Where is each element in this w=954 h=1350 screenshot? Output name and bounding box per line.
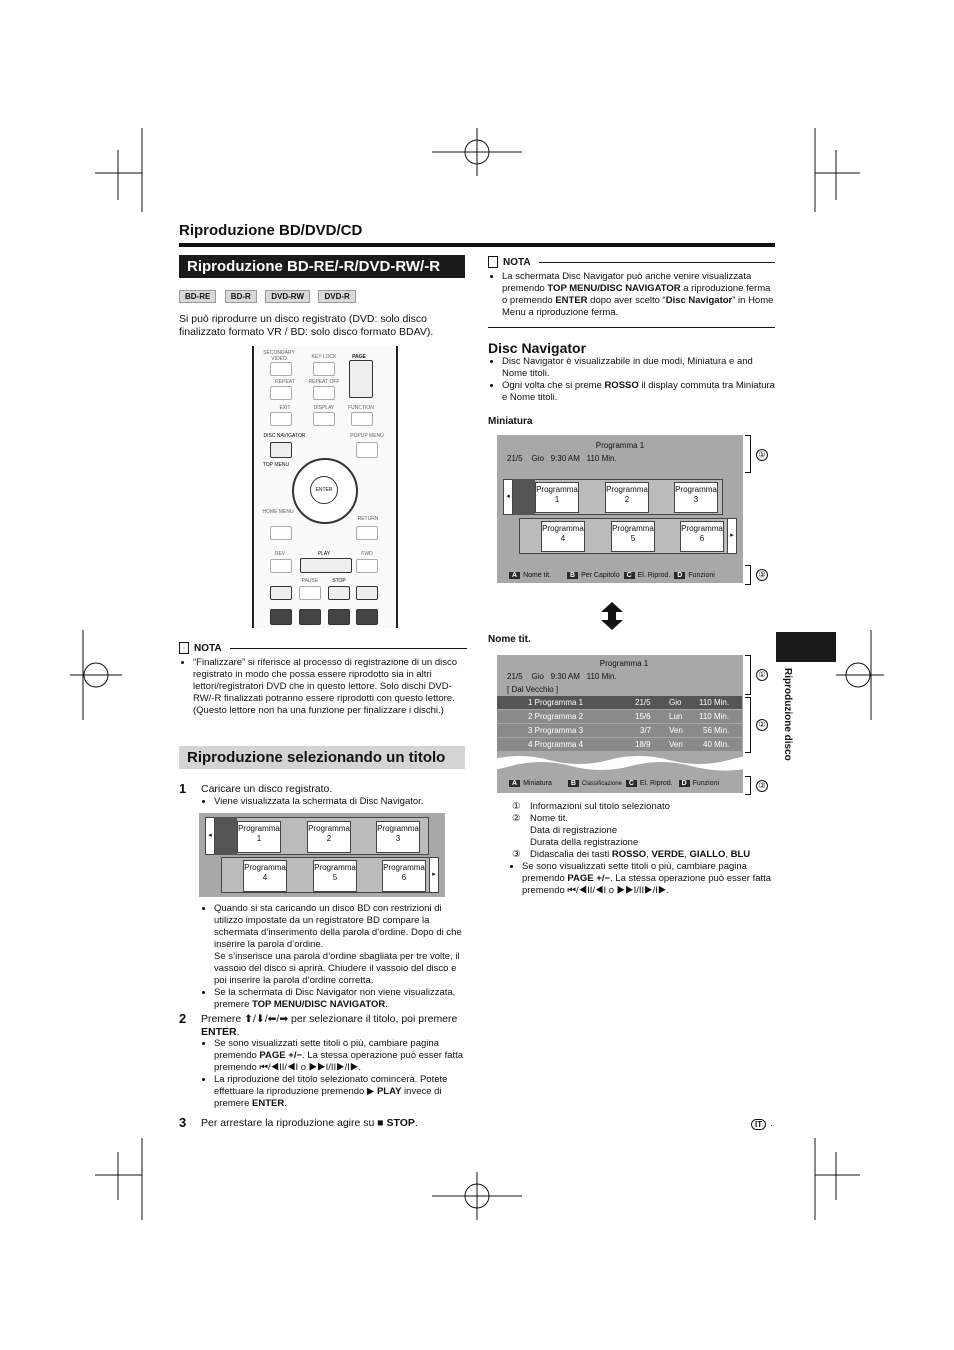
remote-label-display: DISPLAY (313, 405, 335, 411)
remote-label-page: PAGE (352, 354, 366, 360)
dn-bullet-2: Ogni volta che si preme (502, 380, 605, 391)
row-3-date: 3/7 (640, 726, 652, 735)
remote-label-repeat: REPEAT (275, 379, 295, 385)
note-icon (488, 256, 498, 268)
nome-key-legend (509, 780, 719, 787)
key-b-label: Classificazione (581, 781, 622, 787)
right-nota-k1: TOP MENU/DISC NAVIGATOR (547, 283, 681, 294)
mini-thumb-5[interactable] (611, 521, 655, 552)
badge-dvd-r: DVD-R (318, 290, 355, 303)
step-1-number: 1 (179, 781, 187, 796)
repeat-off-button[interactable] (313, 386, 335, 400)
legend-2-num: ② (512, 813, 521, 824)
scroll-right-icon: ▸ (727, 518, 737, 554)
remote-label-fwd: FWD (361, 551, 373, 557)
key-c-label: El. Riprod. (637, 572, 671, 579)
remote-label-repeat-off: REPEAT OFF (308, 379, 340, 385)
mini-thumb-6-label: Programma (681, 524, 723, 533)
dn-bullet-2-end: il display commuta tra Miniatura e Nome titoli. (502, 380, 775, 403)
key-b: B (568, 780, 579, 787)
thumb-6-num: 6 (401, 873, 407, 882)
step-1-bullet-1b: Se s’inserisce una parola d’ordine sbagliata per tre volte, il vassoio del disco si aprirà. Chiudere il vassoio del disco e poi inserire la parola d’ordine corretta. (214, 951, 460, 986)
left-nota (179, 642, 467, 717)
legend-key-red: ROSSO (611, 849, 647, 860)
mini-thumb-1-num: 1 (554, 495, 560, 504)
function-button[interactable] (351, 412, 373, 426)
row-1-day: Gio (669, 698, 682, 707)
row-3-title: 3 Programma 3 (528, 726, 584, 735)
skip-back-button[interactable] (270, 586, 292, 600)
step-1-bullet-1: Quando si sta caricando un disco BD con restrizioni di utilizzo impostate da un registratore BD compare la schermata d’inserimento della parola d’ordine. Dopo di che inserire la parola d’ordine. (214, 903, 462, 950)
right-nota (488, 256, 775, 328)
remote-label-pause: PAUSE (301, 578, 319, 584)
fwd-button[interactable] (356, 559, 378, 573)
thumb-6-label: Programma (383, 863, 425, 872)
right-nota-k2: ENTER (555, 295, 588, 306)
row-1-title: 1 Programma 1 (528, 698, 584, 707)
left-title-2: Riproduzione selezionando un titolo (179, 746, 465, 769)
mini-thumb-3-label: Programma (675, 485, 717, 494)
title-row-1[interactable] (497, 696, 742, 709)
mini-thumb-2-num: 2 (624, 495, 630, 504)
miniatura-info-line: 21/5 Gio 9:30 AM 110 Min. (507, 454, 617, 463)
mini-thumb-1-label: Programma (536, 485, 578, 494)
right-nota-p3: dopo aver scelto “ (587, 295, 666, 306)
row-4-dur: 40 Min. (703, 740, 730, 749)
wave-break (489, 754, 751, 772)
row-2-title: 2 Programma 2 (528, 712, 584, 721)
step-2-number: 2 (179, 1011, 187, 1026)
nome-tit-label: Nome tit. (488, 634, 531, 645)
pause-button[interactable] (299, 586, 321, 600)
scroll-right-icon: ▸ (429, 857, 439, 893)
legend-bullet: Se sono visualizzati sette titoli o più, cambiare pagina premendo (522, 861, 747, 884)
step-2-end: . (236, 1025, 240, 1038)
note-icon (179, 642, 189, 654)
remote-label-top-menu: TOP MENU (262, 462, 290, 468)
disc-navigator-bullets (488, 356, 775, 404)
home-menu-button[interactable] (270, 526, 292, 540)
mini-thumb-4[interactable] (541, 521, 585, 552)
badge-bd-r: BD-R (225, 290, 257, 303)
remote-label-stop: STOP (332, 578, 346, 584)
key-d: D (674, 572, 685, 579)
badge-dvd-rw: DVD-RW (265, 290, 310, 303)
mini-thumb-5-num: 5 (630, 534, 636, 543)
callout-3: ③ (756, 569, 768, 581)
callout-2: ② (756, 719, 768, 731)
stop-button[interactable] (328, 586, 350, 600)
step-1-bullet-2-key: TOP MENU/DISC NAVIGATOR (252, 999, 386, 1010)
step-2-bullet-1-end: . La stessa operazione può esser fatta premendo ⏮/◀II/◀I o ▶▶I/II▶/I▶. (214, 1050, 464, 1073)
lang-badge: IT (751, 1119, 766, 1130)
legend-sep: , (684, 849, 690, 860)
remote-label-home-menu: HOME MENU (262, 509, 294, 515)
row-1-dur: 110 Min. (699, 698, 730, 707)
thumb-1[interactable] (237, 821, 281, 853)
miniatura-info-title: Programma 1 (595, 441, 645, 450)
remote-label-exit: EXIT (279, 405, 291, 411)
step-1 (179, 781, 467, 808)
legend-2-text: Nome tit. (530, 813, 569, 824)
legend-key-green: VERDE (651, 849, 685, 860)
toggle-arrow-icon (601, 602, 623, 630)
disc-navigator-title: Disc Navigator (488, 340, 587, 356)
legend-5-text: Didascalia dei tasti (530, 849, 612, 860)
step-2-key: ENTER (201, 1025, 237, 1038)
mini-thumb-3-num: 3 (693, 495, 699, 504)
key-a: A (509, 780, 520, 787)
miniatura-screen (497, 435, 743, 583)
key-a-label: Nome tit. (523, 572, 552, 579)
callout-bracket (745, 776, 751, 795)
thumb-3[interactable] (376, 821, 420, 853)
thumb-2[interactable] (307, 821, 351, 853)
step-2 (179, 1011, 467, 1110)
header-rule (179, 243, 775, 247)
row-2-day: Lun (669, 712, 683, 721)
dn-bullet-2-key: ROSSO (604, 380, 639, 391)
key-d-label: Funzioni (688, 572, 715, 579)
scroll-left-icon: ◂ (205, 817, 215, 855)
mini-thumb-4-num: 4 (560, 534, 566, 543)
skip-forward-button[interactable] (356, 586, 378, 600)
callout-bracket (745, 565, 751, 585)
callout-bracket (745, 655, 751, 695)
thumb-3-label: Programma (377, 824, 419, 833)
legend-5-num: ③ (512, 849, 521, 860)
exit-button[interactable] (270, 412, 292, 426)
row-3-dur: 56 Min. (703, 726, 730, 735)
right-nota-p4: ” in Home Menu a riproduzione ferma. (502, 295, 774, 318)
right-nota-title: NOTA (503, 256, 531, 268)
thumb-5[interactable] (313, 860, 357, 892)
key-c: C (626, 780, 637, 787)
thumb-3-num: 3 (395, 834, 401, 843)
step-2-bullet-2-mid: invece di premere (214, 1086, 442, 1109)
row-2-date: 15/6 (635, 712, 651, 721)
miniatura-key-legend (509, 572, 715, 579)
step-1-sub: • Viene visualizzata la schermata di Disc Navigator. (214, 796, 467, 808)
side-section-label: Riproduzione disco (782, 668, 793, 761)
mini-thumb-2-label: Programma (606, 485, 648, 494)
remote-label-return: RETURN (357, 516, 379, 522)
remote-label-disc-navigator: DISC NAVIGATOR (263, 433, 306, 439)
callout-1: ① (756, 449, 768, 461)
section-tab (776, 632, 836, 662)
legend-1-text: Informazioni sul titolo selezionato (530, 801, 670, 812)
remote-label-function: FUNCTION (348, 405, 374, 411)
remote-label-popup-menu: POPUP MENU (350, 433, 384, 439)
step-2-bullet-2-end: . (284, 1098, 287, 1109)
thumbnail-screen (199, 813, 445, 897)
step-1-text: Caricare un disco registrato. (201, 783, 333, 795)
step-2-bullet-2: La riproduzione del titolo selezionato comincerà. Potete effettuare la riproduzione premendo ▶ (214, 1074, 448, 1097)
thumb-4-num: 4 (262, 873, 268, 882)
thumb-1-label: Programma (238, 824, 280, 833)
mini-thumb-6-num: 6 (699, 534, 705, 543)
thumb-1-num: 1 (256, 834, 262, 843)
title-row-4[interactable] (497, 738, 742, 751)
enter-button[interactable]: ENTER (310, 476, 338, 504)
remote-label-secondary-video: SECONDARY VIDEO (263, 350, 295, 362)
yellow-button[interactable] (328, 609, 350, 625)
callout-legend (512, 801, 777, 897)
step-1-bullets (179, 903, 467, 1011)
mini-thumb-4-label: Programma (542, 524, 584, 533)
step-2-text: Premere ⬆/⬇/⬅/➡ per selezionare il titolo, poi premere (201, 1013, 458, 1025)
play-button[interactable] (300, 558, 352, 573)
mini-thumb-2[interactable] (605, 482, 649, 513)
mini-thumb-5-label: Programma (612, 524, 654, 533)
mini-thumb-6[interactable] (680, 521, 724, 552)
remote-label-play: PLAY (317, 551, 331, 557)
step-3-end: . (414, 1117, 418, 1129)
intro-text: Si può riprodurre un disco registrato (DVD: solo disco finalizzato formato VR / BD: solo disco formato BDAV). (179, 313, 434, 338)
callout-bracket (745, 697, 751, 753)
disc-badges (179, 286, 360, 304)
legend-key-yellow: GIALLO (689, 849, 726, 860)
key-a: A (509, 572, 520, 579)
thumb-5-label: Programma (314, 863, 356, 872)
row-3-day: Ven (669, 726, 683, 735)
legend-1-num: ① (512, 801, 521, 812)
step-3-text: Per arrestare la riproduzione agire su ■ (201, 1117, 387, 1129)
thumb-2-num: 2 (326, 834, 332, 843)
left-title: Riproduzione BD-RE/-R/DVD-RW/-R (179, 255, 465, 278)
repeat-button[interactable] (270, 386, 292, 400)
title-row-2[interactable] (497, 710, 742, 723)
key-d: D (679, 780, 690, 787)
thumb-4-label: Programma (244, 863, 286, 872)
callout-1: ① (756, 669, 768, 681)
right-nota-p1: La schermata Disc Navigator può anche venire visualizzata premendo (502, 271, 752, 294)
key-d-label: Funzioni (692, 780, 720, 787)
row-1-date: 21/5 (635, 698, 651, 707)
nome-info-title: Programma 1 (599, 659, 649, 668)
right-nota-p2: a riproduzione ferma o premendo (502, 283, 771, 306)
key-c: C (624, 572, 635, 579)
callout-3: ③ (756, 780, 768, 792)
key-lock-button[interactable] (313, 362, 335, 376)
key-a-label: Miniatura (523, 780, 552, 787)
rev-button[interactable] (270, 559, 292, 573)
red-button[interactable] (270, 609, 292, 625)
section-header: Riproduzione BD/DVD/CD (179, 222, 363, 239)
footer-lang (751, 1119, 773, 1130)
title-row-3[interactable] (497, 724, 742, 737)
row-4-day: Ven (669, 740, 683, 749)
row-2-dur: 110 Min. (699, 712, 730, 721)
left-nota-title: NOTA (194, 642, 222, 654)
thumb-2-label: Programma (308, 824, 350, 833)
page-button[interactable] (349, 360, 373, 398)
key-b: B (567, 572, 578, 579)
step-3-number: 3 (179, 1115, 187, 1130)
mini-thumb-1[interactable] (535, 482, 579, 513)
menu-button[interactable] (356, 442, 378, 458)
blue-button[interactable] (356, 609, 378, 625)
legend-sep: , (646, 849, 652, 860)
step-1-bullet-2-end: . (385, 999, 388, 1010)
mini-thumb-3[interactable] (674, 482, 718, 513)
display-button[interactable] (313, 412, 335, 426)
legend-key-blue: BLU (730, 849, 751, 860)
step-2-bullet-1: Se sono visualizzati sette titoli o più, cambiare pagina premendo (214, 1038, 439, 1061)
thumb-5-num: 5 (332, 873, 338, 882)
green-button[interactable] (299, 609, 321, 625)
step-2-bullet-2-key2: ENTER (252, 1098, 285, 1109)
remote-illustration (252, 346, 398, 628)
nome-info-line: 21/5 Gio 9:30 AM 110 Min. (507, 672, 617, 681)
remote-label-key-lock: KEY LOCK (311, 354, 337, 360)
row-4-date: 18/9 (635, 740, 651, 749)
left-nota-item: • “Finalizzare” si riferisce al processo di registrazione di un disco registrato in modo che possa essere riprodotto sia in altri lettori/registratori DVD che in questo lettore. Solo dischi DVD-RW/-R finalizzati potranno essere riprodotti con questo lettore. (Questo lettore non ha una funzione per finalizzare i dischi.) (193, 657, 467, 717)
legend-4-text: Durata della registrazione (530, 837, 639, 848)
legend-3-text: Data di registrazione (530, 825, 618, 836)
legend-bullet-end: . La stessa operazione può esser fatta premendo ⏮/◀II/◀I o ▶▶I/II▶/I▶. (522, 873, 772, 896)
nome-info-line2: [ Dal Vecchio ] (507, 685, 559, 694)
thumb-4[interactable] (243, 860, 287, 892)
step-3-key: STOP (386, 1117, 415, 1129)
legend-bullet-key: PAGE +/− (567, 873, 611, 884)
row-4-title: 4 Programma 4 (528, 740, 584, 749)
key-c-label: El. Riprod. (639, 780, 673, 787)
nome-tit-screen (497, 655, 743, 793)
miniatura-label: Miniatura (488, 416, 533, 427)
remote-label-rev: REV (274, 551, 286, 557)
step-2-bullet-2-key: PLAY (376, 1086, 402, 1097)
step-2-bullet-1-key: PAGE +/− (259, 1050, 303, 1061)
disc-navigator-button[interactable] (270, 442, 292, 458)
step-1-bullet-2: Se la schermata di Disc Navigator non viene visualizzata, premere (214, 987, 456, 1010)
dn-bullet-1: • Disc Navigator è visualizzabile in due modi, Miniatura e and Nome titoli. (502, 356, 775, 380)
right-nota-k3: Disc Navigator (665, 295, 733, 306)
callout-bracket (745, 435, 751, 473)
secondary-video-button[interactable] (270, 362, 292, 376)
return-button[interactable] (356, 526, 378, 540)
page-dot: · (770, 1119, 774, 1130)
key-b-label: Per Capitolo (581, 572, 620, 579)
step-3 (179, 1115, 467, 1130)
badge-bd-re: BD-RE (179, 290, 216, 303)
legend-sep: , (725, 849, 731, 860)
thumb-6[interactable] (382, 860, 426, 892)
scroll-left-icon: ◂ (503, 479, 513, 515)
